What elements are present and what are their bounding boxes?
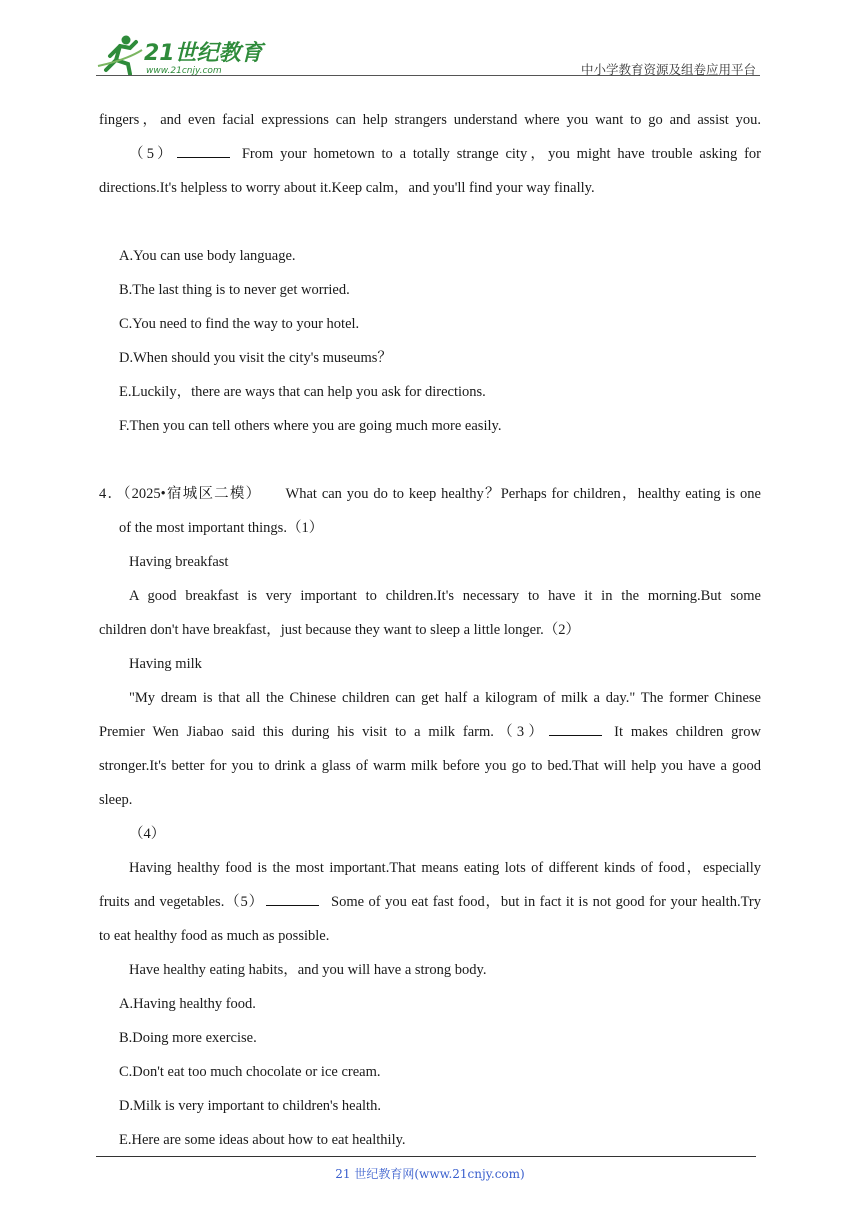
footer-text[interactable]: 21 世纪教育网(www.21cnjy.com) [335,1167,525,1181]
paragraph: directions.It's helpless to worry about it.Keep calm，and you'll find your way finally. [99,180,595,196]
paragraph: A good breakfast is very important to children.It's necessary to have it in the morning.But some [129,588,761,604]
paragraph: Having healthy food is the most important.That means eating lots of different kinds of food，especially [129,860,761,876]
page-header [96,30,760,78]
option-item: B.The last thing is to never get worried. [119,282,350,298]
paragraph: （4） [129,826,166,842]
paragraph: Have healthy eating habits，and you will have a strong body. [129,962,487,978]
header-divider [96,75,760,76]
footer-divider [96,1156,756,1157]
paragraph: fingers，and even facial expressions can help strangers understand where you want to go and assist you. [99,112,761,128]
answer-blank [177,145,230,158]
option-item: E.Luckily，there are ways that can help you ask for directions. [119,384,486,400]
svg-text:21世纪教育: 21世纪教育 [144,41,263,66]
option-item: D.When should you visit the city's museums？ [119,350,392,366]
logo-21cnjy [96,30,266,78]
answer-blank [549,723,602,736]
section-title: Having breakfast [129,554,229,570]
paragraph: stronger.It's better for you to drink a glass of warm milk before you go to bed.That will help you have a good [99,758,761,774]
paragraph: sleep. [99,792,133,808]
option-item: C.Don't eat too much chocolate or ice cream. [119,1064,381,1080]
option-item: A.You can use body language. [119,248,296,264]
paragraph: fruits and vegetables.（5） Some of you eat fast food，but in fact it is not good for your health.Try [99,894,762,910]
header-platform-name: 中小学教育资源及组卷应用平台 [580,62,756,77]
paragraph: （5） From your hometown to a totally strange city，you might have trouble asking for [129,146,761,162]
paragraph: to eat healthy food as much as possible. [99,928,330,944]
section-title: Having milk [129,656,202,672]
answer-blank [266,893,319,906]
option-item: C.You need to find the way to your hotel. [119,316,360,332]
option-item: A.Having healthy food. [119,996,256,1012]
document-body [99,103,761,1157]
paragraph: of the most important things.（1） [119,520,324,536]
question-heading: 4．（2025•宿城区二模） What can you do to keep healthy？Perhaps for children，healthy eating is one [99,486,761,502]
paragraph: "My dream is that all the Chinese children can get half a kilogram of milk a day." The former Chinese [129,690,761,706]
paragraph: Premier Wen Jiabao said this during his visit to a milk farm.（3） It makes children grow [99,724,761,740]
option-item: F.Then you can tell others where you are going much more easily. [119,418,502,434]
option-item: B.Doing more exercise. [119,1030,257,1046]
svg-text:www.21cnjy.com: www.21cnjy.com [146,66,222,76]
option-item: D.Milk is very important to children's health. [119,1098,381,1114]
paragraph: children don't have breakfast，just because they want to sleep a little longer.（2） [99,622,580,638]
option-item: E.Here are some ideas about how to eat healthily. [119,1132,406,1148]
